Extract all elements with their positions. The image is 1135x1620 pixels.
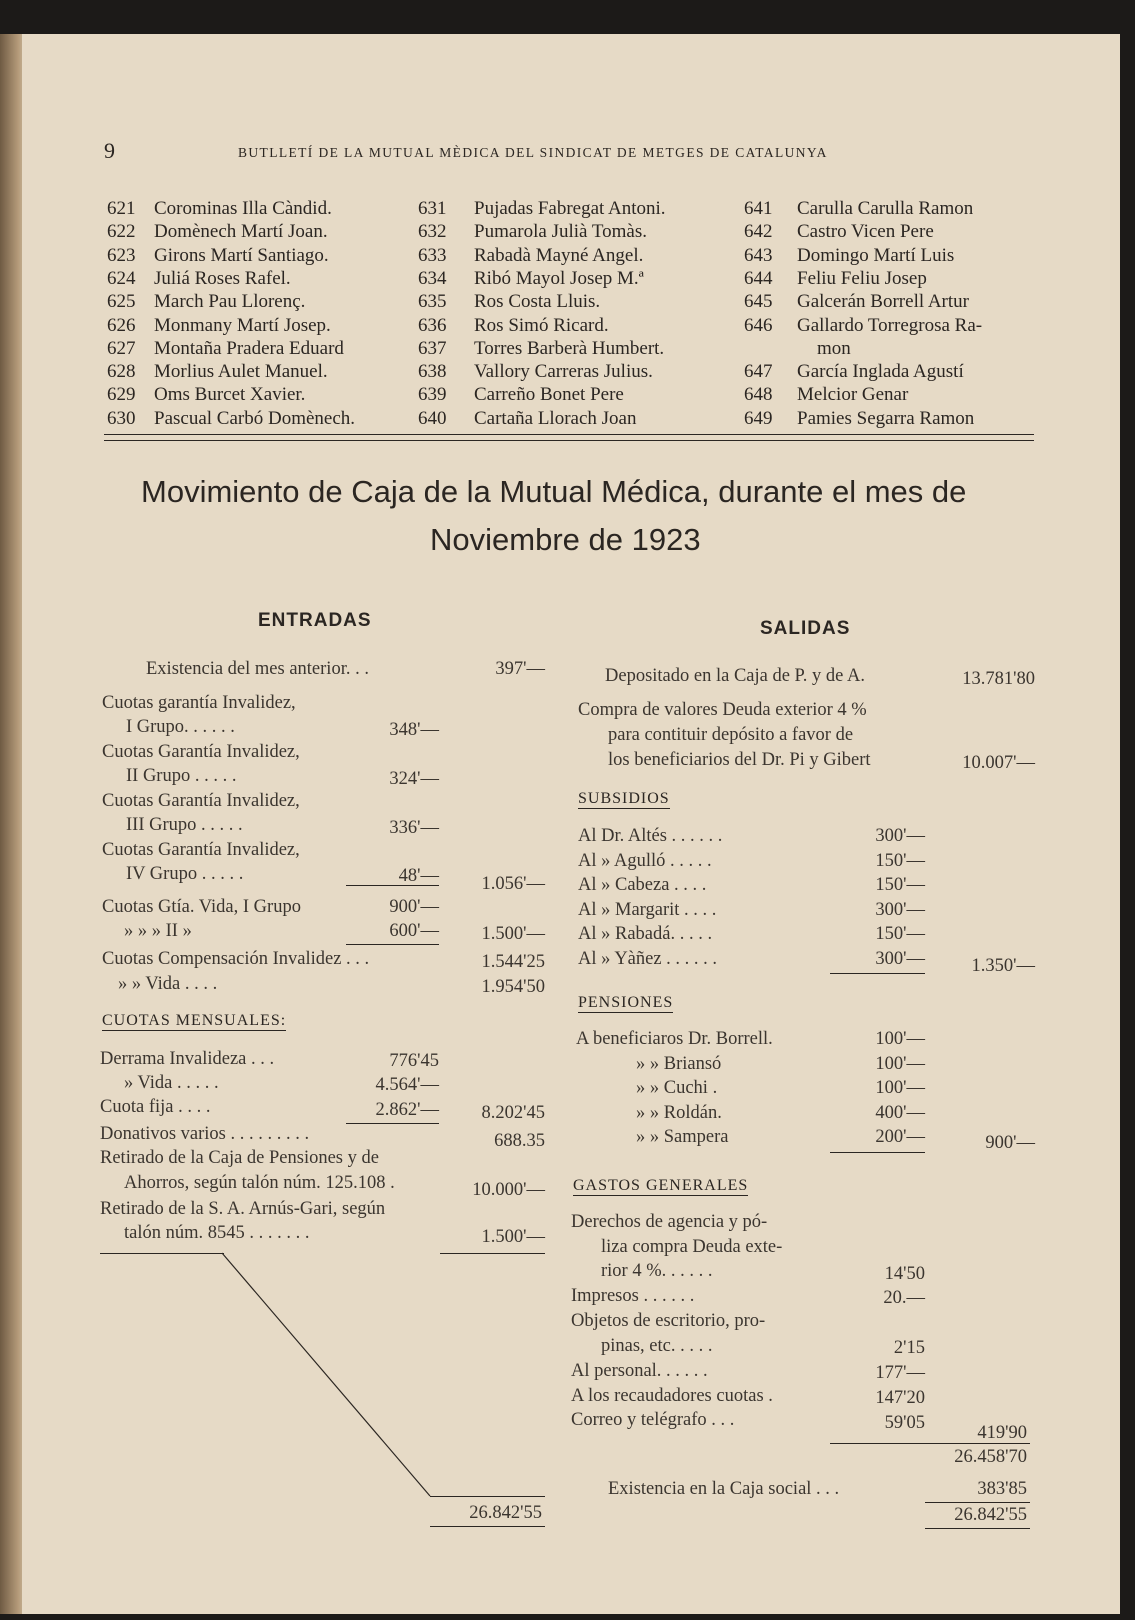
member-number: 628	[107, 361, 136, 383]
cuotas-garantia-line: Cuotas Garantía Invalidez,	[102, 791, 300, 811]
gastos-line: Impresos . . . . . .	[571, 1286, 695, 1306]
cuotas-vida-value-2: 600'—	[389, 921, 439, 941]
member-number: 644	[744, 267, 773, 289]
existencia-caja-value: 383'85	[977, 1479, 1027, 1499]
compra-valores-line2: para contituir depósito a favor de	[608, 725, 854, 745]
member-number: 630	[107, 407, 136, 429]
member-name: Cartaña Llorach Joan	[474, 407, 637, 429]
member-number: 622	[107, 221, 136, 243]
cuotas-garantia-line: Cuotas garantía Invalidez,	[102, 693, 296, 713]
member-number: 649	[744, 407, 773, 429]
gastos-line: Derechos de agencia y pó-	[571, 1212, 768, 1232]
member-number: 625	[107, 291, 136, 313]
subsidios-total: 1.350'—	[971, 956, 1035, 976]
donativos-total: 688.35	[494, 1131, 545, 1151]
member-number: 621	[107, 198, 136, 219]
cuotas-garantia-line: I Grupo. . . . . .	[126, 717, 235, 737]
page-number: 9	[104, 138, 115, 163]
retirado-arnus-line2: talón núm. 8545 . . . . . . .	[124, 1223, 310, 1243]
member-name: Pamies Segarra Ramon	[797, 407, 975, 429]
member-name: Corominas Illa Càndid.	[154, 198, 332, 219]
member-name: Ros Simó Ricard.	[474, 314, 609, 336]
subsidios-heading: SUBSIDIOS	[578, 790, 670, 807]
member-number: 623	[107, 244, 136, 266]
pension-label: » » Roldán.	[636, 1102, 722, 1123]
document-title-line1: Movimiento de Caja de la Mutual Médica, durante el mes de	[141, 474, 967, 509]
member-number: 629	[107, 384, 136, 406]
cuotas-mensuales-total: 8.202'45	[481, 1103, 545, 1123]
member-name: Ribó Mayol Josep M.ª	[474, 267, 644, 289]
cuotas-vida-total: 1.500'—	[481, 924, 545, 944]
gastos-line: A los recaudadores cuotas .	[571, 1386, 773, 1406]
cuotas-garantia-line: II Grupo . . . . .	[126, 766, 237, 786]
member-name: Rabadà Mayné Angel.	[474, 244, 644, 266]
member-name: Oms Burcet Xavier.	[154, 384, 306, 406]
member-name: Galcerán Borrell Artur	[797, 291, 969, 313]
pension-value: 100'—	[875, 1078, 925, 1098]
cuota-fija-label: Cuota fija . . . .	[100, 1097, 211, 1117]
member-number: 643	[744, 244, 773, 266]
member-name: Morlius Aulet Manuel.	[154, 361, 328, 383]
cuota-fija-value: 2.862'—	[375, 1100, 439, 1120]
subsidio-label: Al » Margarit . . . .	[578, 899, 717, 920]
member-number: 626	[107, 314, 136, 336]
compra-valores-total: 10.007'—	[962, 753, 1035, 773]
gastos-line: Al personal. . . . . .	[571, 1361, 708, 1381]
gastos-value: 2'15	[893, 1338, 925, 1358]
gastos-value: 14'50	[884, 1264, 925, 1284]
cuotas-vida-label-2: » » » II »	[124, 921, 192, 941]
cuotas-mensuales-heading: CUOTAS MENSUALES:	[102, 1012, 287, 1029]
existencia-anterior-label: Existencia del mes anterior. . .	[146, 659, 369, 679]
subsidio-label: Al Dr. Altés . . . . . .	[578, 826, 723, 846]
gastos-generales-total: 419'90	[977, 1423, 1027, 1443]
member-name: Carreño Bonet Pere	[474, 384, 624, 406]
compra-valores-line3: los beneficiarios del Dr. Pi y Gibert	[608, 750, 871, 770]
sum-rule	[925, 1528, 1030, 1529]
member-number: 631	[418, 198, 447, 219]
member-name: Ros Costa Lluis.	[474, 291, 601, 313]
member-number: 648	[744, 384, 773, 406]
subsidio-value: 300'—	[875, 826, 925, 846]
cuotas-garantia-line: Cuotas Garantía Invalidez,	[102, 840, 300, 860]
member-number: 647	[744, 361, 773, 383]
sum-rule	[430, 1496, 545, 1497]
subsidio-value: 150'—	[875, 875, 925, 895]
derrama-vida-label: » Vida . . . . .	[124, 1073, 219, 1093]
member-name: Pumarola Julià Tomàs.	[474, 221, 647, 243]
sum-rule	[430, 1526, 545, 1527]
cuotas-vida-value-1: 900'—	[389, 897, 439, 917]
subsidio-value: 300'—	[875, 899, 925, 920]
gastos-line: Objetos de escritorio, pro-	[571, 1311, 766, 1331]
depositado-total: 13.781'80	[962, 669, 1035, 689]
member-name: Gallardo Torregrosa Ra-	[797, 314, 983, 336]
gastos-value: 20.—	[883, 1288, 925, 1308]
cuotas-garantia-line: Cuotas Garantía Invalidez,	[102, 742, 300, 762]
pensiones-heading: PENSIONES	[578, 994, 674, 1011]
member-name: Girons Martí Santiago.	[154, 244, 329, 266]
member-number: 638	[418, 361, 447, 383]
member-number: 632	[418, 221, 447, 243]
member-number: 636	[418, 314, 447, 336]
cuotas-garantia-value: 48'—	[398, 866, 439, 886]
gastos-value: 59'05	[884, 1413, 925, 1433]
cuotas-vida-label-1: Cuotas Gtía. Vida, I Grupo	[102, 897, 301, 917]
member-name: Torres Barberà Humbert.	[474, 337, 665, 359]
retirado-arnus-line1: Retirado de la S. A. Arnús-Gari, según	[100, 1199, 386, 1219]
cuotas-garantia-value: 336'—	[389, 818, 439, 838]
subsidio-label: Al » Cabeza . . . .	[578, 875, 707, 895]
member-number: 637	[418, 337, 447, 359]
member-name: mon	[817, 337, 851, 359]
pension-value: 100'—	[875, 1053, 925, 1074]
donativos-label: Donativos varios . . . . . . . . .	[100, 1124, 310, 1144]
member-number: 641	[744, 198, 773, 219]
running-title: BUTLLETÍ DE LA MUTUAL MÈDICA DEL SINDICAT DE METGES DE CATALUNYA	[238, 145, 828, 160]
salidas-grand-total: 26.842'55	[954, 1505, 1027, 1525]
entradas-heading: ENTRADAS	[258, 610, 372, 631]
member-number: 634	[418, 267, 447, 289]
compensacion-vida-total: 1.954'50	[481, 977, 545, 997]
cuotas-garantia-line: III Grupo . . . . .	[126, 815, 243, 835]
sum-rule	[830, 1443, 925, 1444]
subsidio-label: Al » Yàñez . . . . . .	[578, 948, 718, 969]
existencia-caja-label: Existencia en la Caja social . . .	[608, 1479, 840, 1499]
pension-value: 400'—	[875, 1102, 925, 1123]
retirado-pensiones-total: 10.000'—	[472, 1180, 545, 1200]
retirado-pensiones-line2: Ahorros, según talón núm. 125.108 .	[124, 1173, 395, 1193]
gastos-value: 147'20	[875, 1388, 925, 1408]
cuotas-garantia-line: IV Grupo . . . . .	[126, 864, 244, 884]
member-name: Pascual Carbó Domènech.	[154, 407, 356, 429]
salidas-subtotal: 26.458'70	[954, 1447, 1027, 1467]
member-number: 645	[744, 291, 773, 313]
member-name: Vallory Carreras Julius.	[474, 361, 653, 383]
member-name: Castro Vicen Pere	[797, 221, 934, 243]
sum-rule	[830, 973, 925, 974]
derrama-vida-value: 4.564'—	[375, 1075, 439, 1095]
member-name: Carulla Carulla Ramon	[797, 198, 974, 219]
compensacion-vida-label: » » Vida . . . .	[118, 974, 218, 994]
sum-rule	[925, 1502, 1030, 1503]
cuotas-garantia-total: 1.056'—	[481, 874, 545, 894]
member-name: Pujadas Fabregat Antoni.	[474, 198, 666, 219]
member-name: Juliá Roses Rafel.	[154, 267, 291, 289]
gastos-generales-heading: GASTOS GENERALES	[573, 1177, 749, 1194]
salidas-heading: SALIDAS	[760, 618, 851, 639]
member-name: Monmany Martí Josep.	[154, 314, 331, 336]
compra-valores-line1: Compra de valores Deuda exterior 4 %	[578, 700, 867, 720]
gastos-line: Correo y telégrafo . . .	[571, 1410, 735, 1430]
cuotas-garantia-value: 348'—	[389, 720, 439, 740]
subsidio-label: Al » Agulló . . . . .	[578, 850, 712, 871]
retirado-arnus-total: 1.500'—	[481, 1227, 545, 1247]
member-number: 640	[418, 407, 447, 429]
member-name: Montaña Pradera Eduard	[154, 337, 344, 359]
member-number: 627	[107, 337, 136, 359]
pension-label: A beneficiaros Dr. Borrell.	[576, 1029, 773, 1049]
subsidio-value: 300'—	[875, 948, 925, 969]
existencia-anterior-total: 397'—	[495, 659, 545, 679]
member-name: Melcior Genar	[797, 384, 909, 406]
member-number: 633	[418, 244, 447, 266]
member-number: 635	[418, 291, 447, 313]
pension-value: 100'—	[875, 1029, 925, 1049]
member-name: Domènech Martí Joan.	[154, 221, 328, 243]
cuotas-garantia-value: 324'—	[389, 769, 439, 789]
pension-value: 200'—	[875, 1127, 925, 1147]
derrama-invalidez-label: Derrama Invalideza . . .	[100, 1049, 275, 1069]
subsidio-value: 150'—	[875, 850, 925, 871]
member-number: 646	[744, 314, 773, 336]
member-name: Feliu Feliu Josep	[797, 267, 927, 289]
member-number: 639	[418, 384, 447, 406]
member-name: García Inglada Agustí	[797, 361, 964, 383]
derrama-invalidez-value: 776'45	[389, 1051, 439, 1071]
gastos-line: pinas, etc. . . . .	[601, 1336, 713, 1356]
member-number: 624	[107, 267, 136, 289]
document-title-line2: Noviembre de 1923	[430, 522, 701, 557]
pensiones-total: 900'—	[985, 1133, 1035, 1153]
entradas-grand-total: 26.842'55	[469, 1503, 542, 1523]
member-name: Domingo Martí Luis	[797, 244, 955, 266]
gastos-line: liza compra Deuda exte-	[601, 1237, 783, 1257]
pension-label: » » Cuchi .	[636, 1078, 718, 1098]
subsidio-label: Al » Rabadá. . . . .	[578, 924, 713, 944]
depositado-label: Depositado en la Caja de P. y de A.	[605, 666, 865, 686]
compensacion-invalidez-label: Cuotas Compensación Invalidez . . .	[102, 949, 370, 969]
retirado-pensiones-line1: Retirado de la Caja de Pensiones y de	[100, 1148, 379, 1168]
gastos-value: 177'—	[875, 1363, 925, 1383]
sum-rule	[830, 1152, 925, 1153]
member-name: March Pau Llorenç.	[154, 291, 306, 313]
pension-label: » » Briansó	[636, 1053, 722, 1074]
member-number: 642	[744, 221, 773, 243]
compensacion-invalidez-total: 1.544'25	[481, 952, 545, 972]
subsidio-value: 150'—	[875, 924, 925, 944]
gastos-line: rior 4 %. . . . . .	[601, 1261, 713, 1281]
pension-label: » » Sampera	[636, 1127, 729, 1147]
